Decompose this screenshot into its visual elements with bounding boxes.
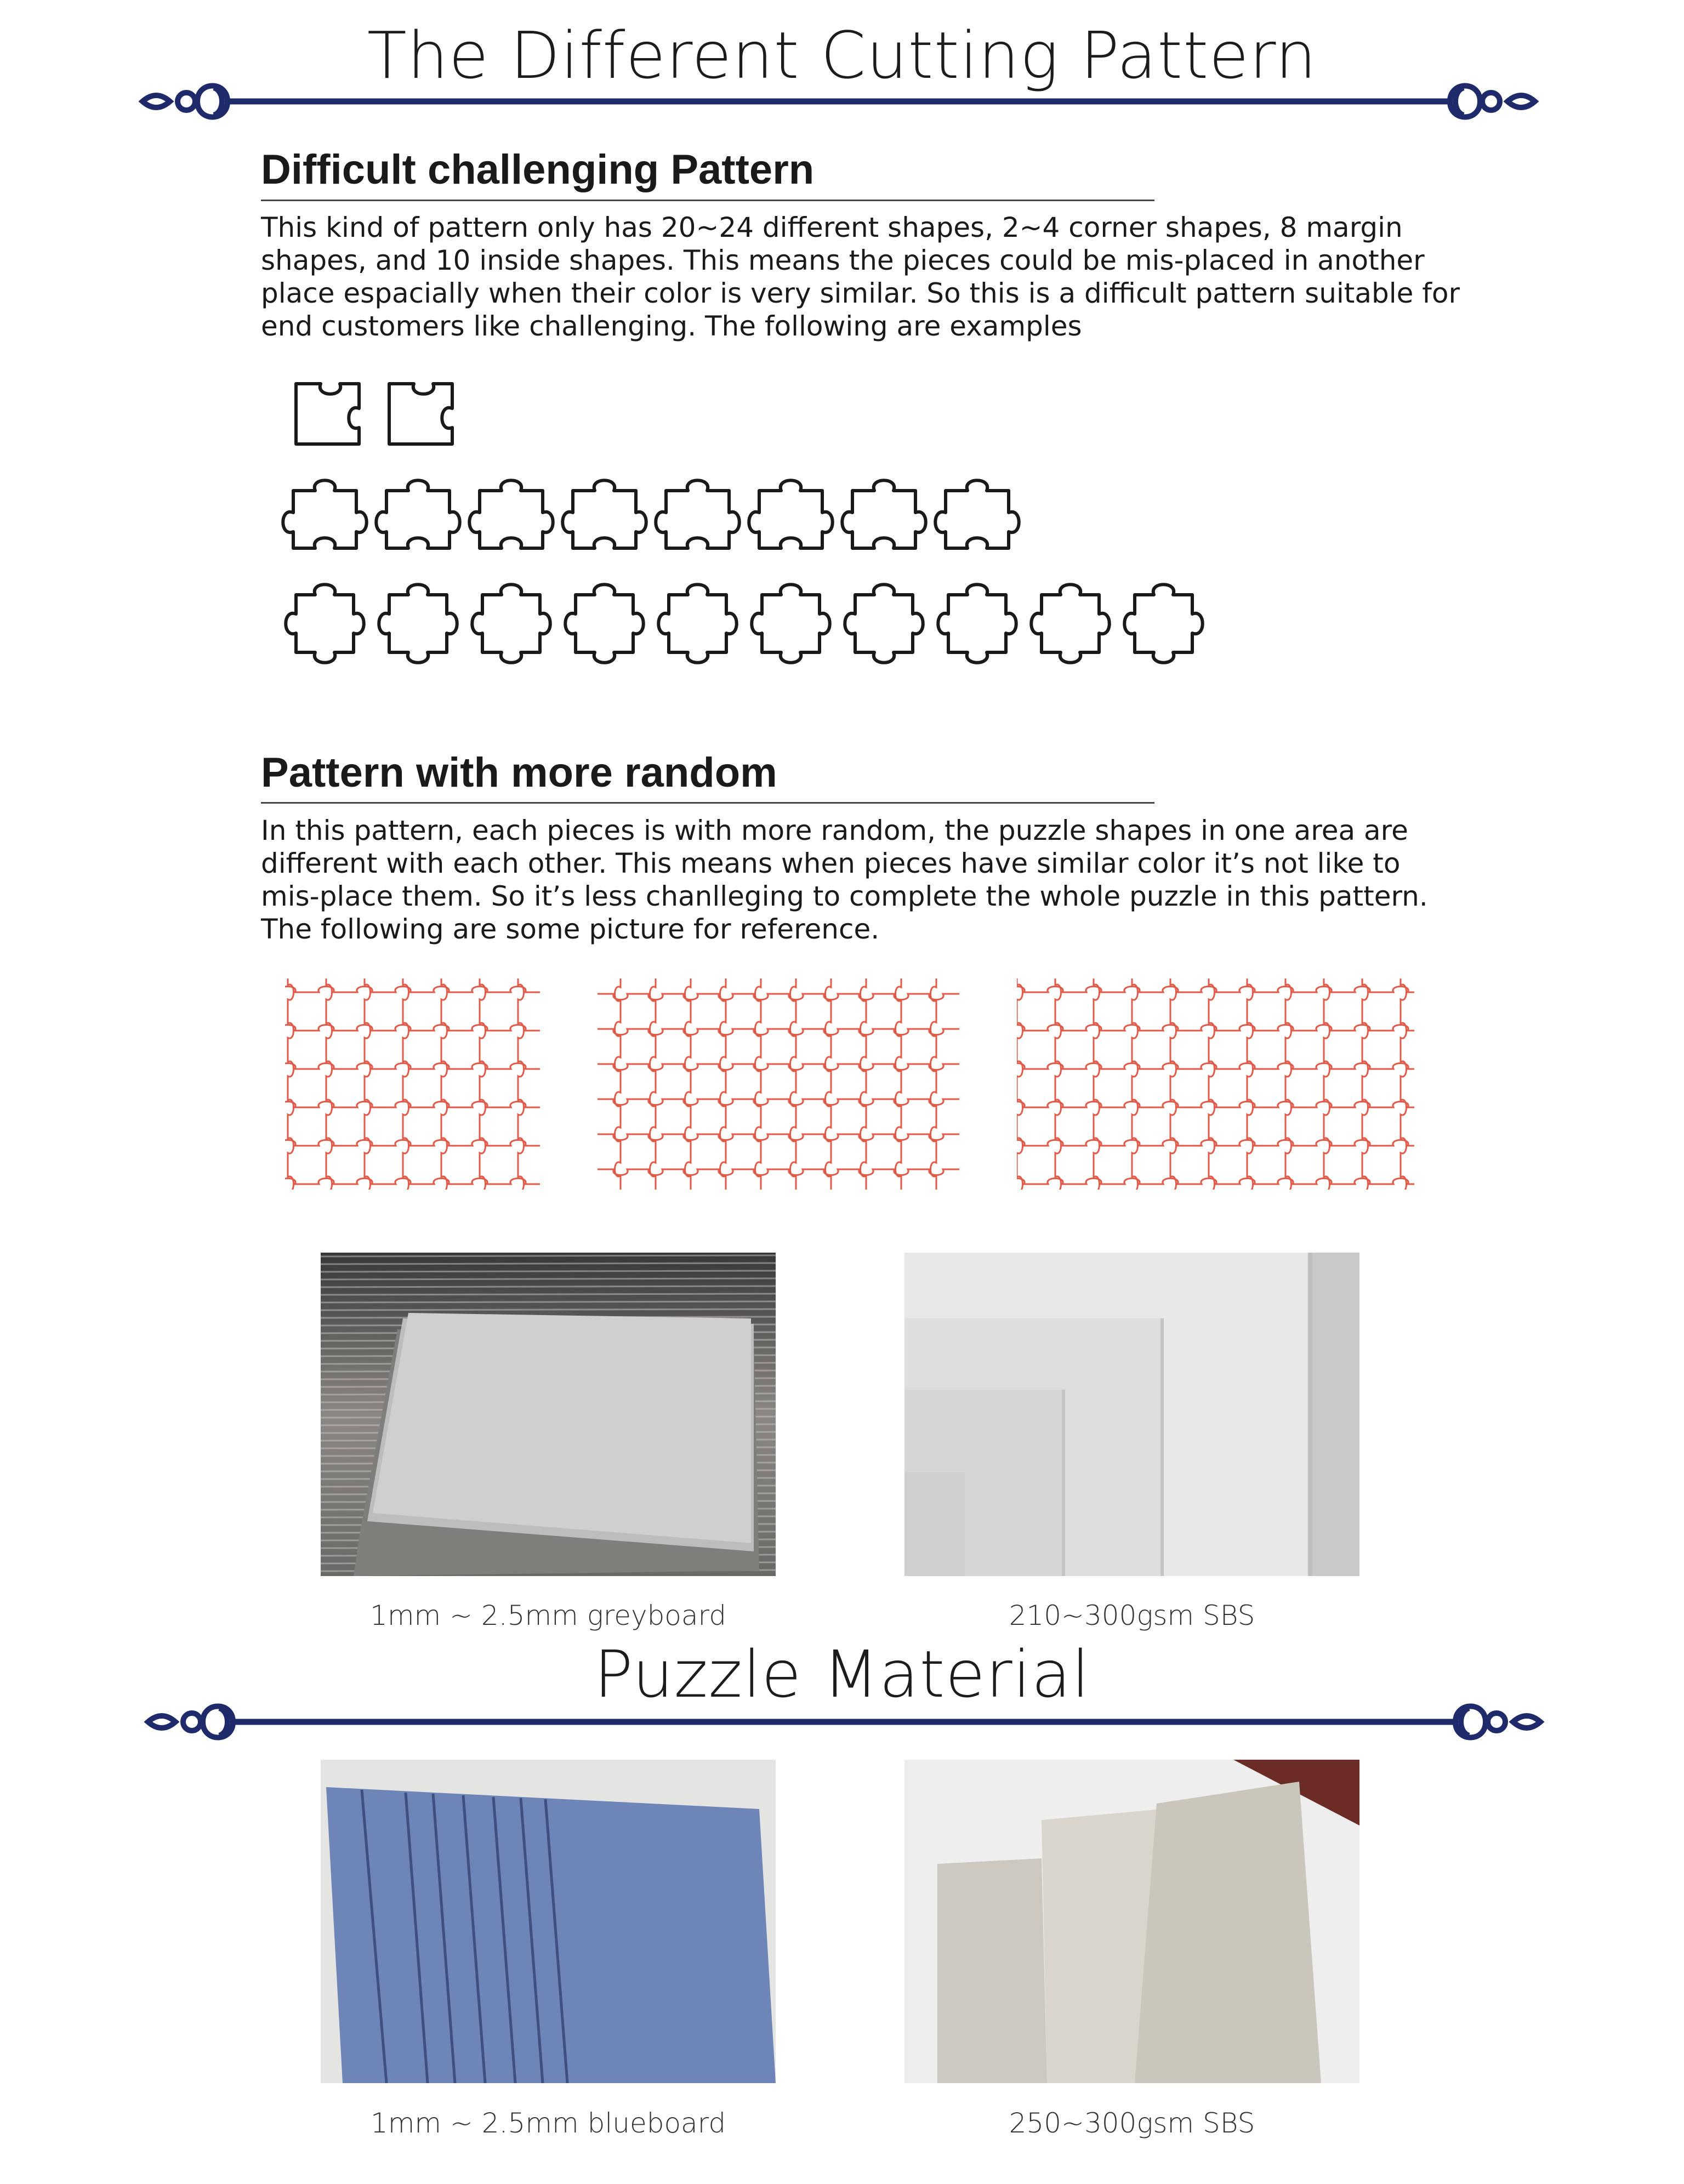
margin-pieces-row [283, 480, 1019, 548]
section-paragraph-random [261, 814, 1428, 946]
caption-sbs-250: 250~300gsm SBS [1009, 2107, 1255, 2139]
section-underline [261, 802, 1154, 804]
paragraph-line: place espacially when their color is very similar. So this is a difficult pattern suitable for [261, 277, 1460, 309]
random-pattern-grid [598, 979, 959, 1190]
caption-greyboard: 1mm ~ 2.5mm greyboard [370, 1600, 726, 1631]
caption-blueboard: 1mm ~ 2.5mm blueboard [370, 2107, 726, 2139]
sbs-210-photo [904, 1253, 1359, 1576]
puzzle-shape-examples [274, 362, 1239, 691]
title-divider-ornament [132, 77, 1546, 126]
section-title-random: Pattern with more random [261, 749, 777, 796]
paragraph-line: The following are some picture for reference. [261, 913, 880, 945]
inside-pieces-row [286, 584, 1203, 663]
caption-sbs-210: 210~300gsm SBS [1009, 1600, 1255, 1631]
section-paragraph-difficult [261, 211, 1460, 343]
section-underline [261, 200, 1154, 201]
blueboard-photo [321, 1760, 776, 2083]
materials-divider-ornament [137, 1697, 1551, 1747]
page-title: The Different Cutting Pattern [367, 18, 1317, 93]
paragraph-line: shapes, and 10 inside shapes. This means the pieces could be mis-placed in another [261, 244, 1425, 276]
section-title-difficult: Difficult challenging Pattern [261, 146, 815, 193]
materials-title: Puzzle Material [594, 1636, 1090, 1712]
paragraph-line: end customers like challenging. The following are examples [261, 310, 1082, 342]
paragraph-line: mis-place them. So it’s less chanlleging to complete the whole puzzle in this pattern. [261, 880, 1428, 912]
random-pattern-examples [0, 973, 1684, 1192]
random-pattern-grid [1017, 979, 1414, 1190]
paragraph-line: This kind of pattern only has 20~24 different shapes, 2~4 corner shapes, 8 margin [261, 212, 1403, 243]
random-pattern-grid [285, 979, 540, 1190]
paragraph-line: In this pattern, each pieces is with more random, the puzzle shapes in one area are [261, 815, 1408, 846]
sbs-250-photo [904, 1760, 1359, 2083]
corner-pieces-row [296, 384, 452, 444]
greyboard-photo [321, 1253, 776, 1576]
paragraph-line: different with each other. This means when pieces have similar color it’s not like to [261, 848, 1401, 879]
